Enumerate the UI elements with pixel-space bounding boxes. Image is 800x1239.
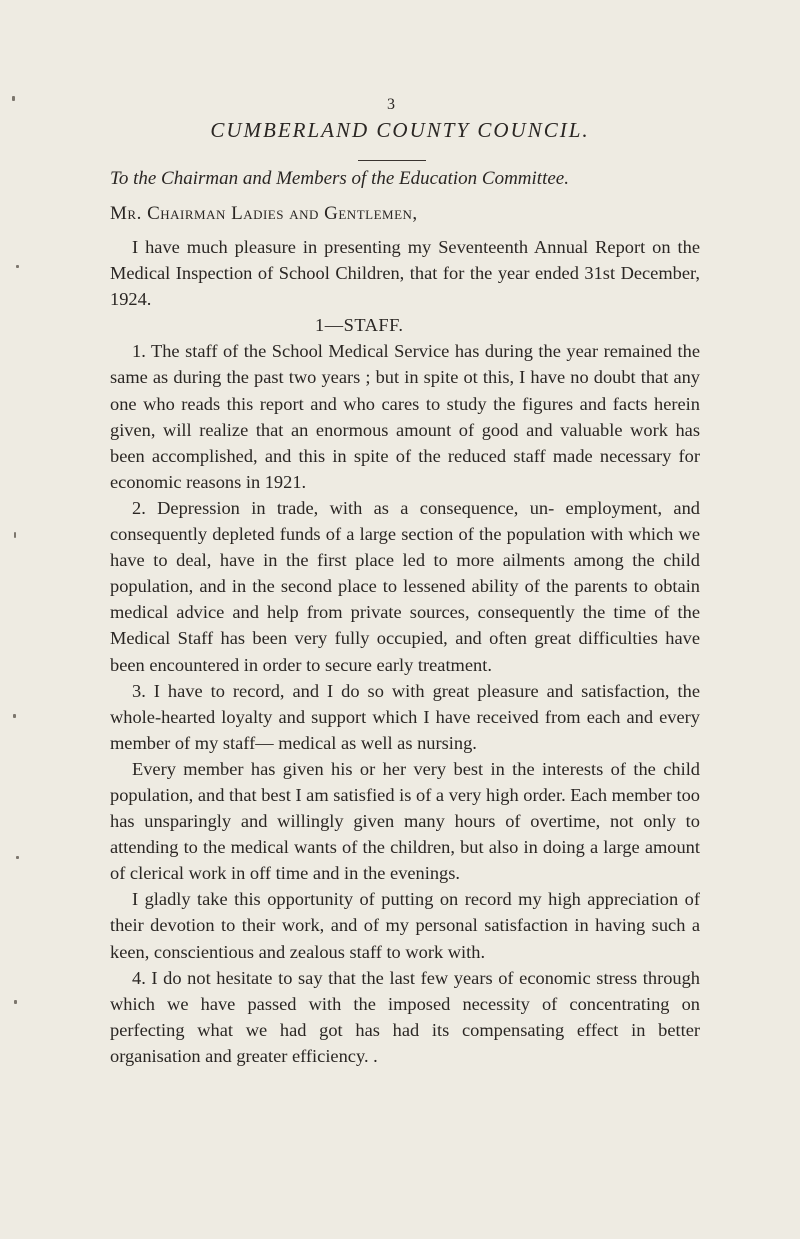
salutation: To the Chairman and Members of the Education Committee. (110, 168, 569, 189)
paragraph-staff-effort: Every member has given his or her very best in the interests of the child population, and that best I am satisfied is of a very high order. Each member too has unsparingly and willingly given many hours of overtime, not only to attending to the medical wants of the children, but also in doing a large amount of clerical work in off time and in the evenings. (110, 758, 700, 884)
scan-speck (16, 265, 19, 268)
page-number: 3 (387, 96, 395, 113)
paragraph-appreciation: I gladly take this opportunity of putting on record my high appreciation of their devotion to their work, and of my personal satisfaction in having such a keen, conscientious and zealous staff to work with. (110, 889, 700, 962)
scan-speck (14, 532, 16, 538)
title-rule (358, 160, 426, 161)
section-heading-staff: 1—STAFF. (315, 315, 404, 336)
scan-speck (16, 856, 19, 859)
paragraph-4: 4. I do not hesitate to say that the last few years of economic stress through which we have passed with the imposed necessity of concentrating on perfecting what we had got has had its compensating effect in better organisation and greater efficiency. . (110, 967, 700, 1066)
paragraph-3: 3. I have to record, and I do so with great pleasure and satisfaction, the whole-hearted loyalty and support which I have received from each and every member of my staff— medical as well as nursing. (110, 680, 700, 753)
scan-speck (12, 96, 15, 101)
document-title: CUMBERLAND COUNTY COUNCIL. (210, 118, 590, 142)
scan-speck (13, 714, 16, 718)
paragraph-1: 1. The staff of the School Medical Service has during the year remained the same as during the past two years ; but in spite ot this, I have no doubt that any one who reads this report and who cares to study the figures and facts herein given, will realize that an enormous amount of good and valuable work has been accomplished, and this in spite of the reduced staff made necessary for economic reasons in 1921. (110, 341, 700, 492)
report-body (110, 234, 700, 1069)
intro-paragraph: I have much pleasure in presenting my Seventeenth Annual Report on the Medical Inspection of School Children, that for the year ended 31st December, 1924. (110, 237, 700, 310)
paragraph-2: 2. Depression in trade, with as a consequence, un- employment, and consequently depleted funds of a large section of the population with which we have to deal, have in the first place led to more ailments among the child population, and in the second place to lessened ability of the parents to obtain medical advice and help from private sources, consequently the time of the Medical Staff has been very fully occupied, and often great difficulties have been encountered in order to secure early treatment. (110, 497, 700, 675)
scan-speck (14, 1000, 17, 1004)
address-line: Mr. Chairman Ladies and Gentlemen, (110, 203, 418, 224)
